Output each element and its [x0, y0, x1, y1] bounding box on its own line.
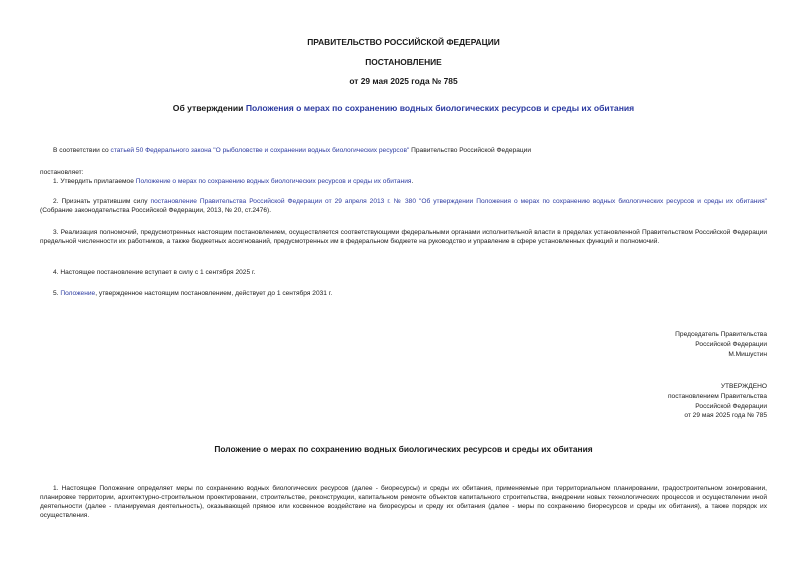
item-3-paragraph: 3. Реализация полномочий, предусмотренных настоящим постановлением, осуществляется соответствующими федеральными органами исполнительной власти в пределах установленной Правительством Российской Федерации предельной численности их работников, а также бюджетных ассигнований, предусмотренных им в федеральном бюджете на руководство и управление в сфере установленных функций и полномочий.	[40, 229, 767, 245]
resolution-380-link[interactable]: постановление Правительства Российской Федерации от 29 апреля 2013 г. № 380 "Об утверждении Положения о мерах по сохранению водных биологических ресурсов и среды их обитания"	[150, 198, 767, 205]
preamble-paragraph: В соответствии со статьей 50 Федерального закона "О рыболовстве и сохранении водных биологических ресурсов" Правительство Российской Федерации	[53, 147, 532, 154]
regulation-short-link[interactable]: Положение	[60, 290, 96, 297]
document-type-heading: ПОСТАНОВЛЕНИЕ	[365, 57, 442, 67]
signature-position: Председатель Правительства	[675, 331, 767, 338]
approval-line-2: Российской Федерации	[695, 402, 767, 410]
item-5-paragraph: 5. Положение, утвержденное настоящим постановлением, действует до 1 сентября 2031 г.	[53, 290, 333, 297]
signature-country: Российской Федерации	[695, 340, 767, 348]
approval-block	[507, 382, 767, 421]
document-date-number: от 29 мая 2025 года № 785	[349, 76, 458, 86]
regulation-item-1-paragraph: 1. Настоящее Положение определяет меры по сохранению водных биологических ресурсов (далее - биоресурсы) и среды их обитания, применяемые при территориальном планировании, градостроительном зонировании, планировке территории, архитектурно-строительном проектировании, строительстве, реконструкции, капитальном ремонте объектов капитального строительства, внедрении новых технологических процессов и осуществлении иной деятельности (далее - планируемая деятельность), оказывающей прямое или косвенное воздействие на биоресурсы и среду их обитания (далее - меры по сохранению биоресурсов и среды их обитания), а также порядок их осуществления.	[40, 485, 767, 519]
item-4-paragraph: 4. Настоящее постановление вступает в силу с 1 сентября 2025 г.	[53, 269, 256, 276]
subject-prefix: Об утверждении	[172, 103, 246, 113]
item-1-paragraph: 1. Утвердить прилагаемое Положение о мерах по сохранению водных биологических ресурсов и среды их обитания.	[53, 178, 414, 185]
decides-text: постановляет:	[40, 169, 84, 176]
document-subject	[0, 103, 807, 113]
federal-law-article-link[interactable]: статьей 50 Федерального закона "О рыболовстве и сохранении водных биологических ресурсов"	[110, 147, 410, 154]
item-2-paragraph: 2. Признать утратившим силу постановление Правительства Российской Федерации от 29 апреля 2013 г. № 380 "Об утверждении Положения о мерах по сохранению водных биологических ресурсов и среды их обитания" (Собрание законодательства Российской Федерации, 2013, № 20, ст.2476).	[40, 198, 767, 214]
subject-regulation-link[interactable]: Положения о мерах по сохранению водных биологических ресурсов и среды их обитания	[245, 103, 635, 113]
government-heading: ПРАВИТЕЛЬСТВО РОССИЙСКОЙ ФЕДЕРАЦИИ	[307, 37, 500, 47]
regulation-title: Положение о мерах по сохранению водных биологических ресурсов и среды их обитания	[214, 444, 593, 454]
regulation-link[interactable]: Положение о мерах по сохранению водных биологических ресурсов и среды их обитания	[135, 178, 412, 185]
approval-line-3: от 29 мая 2025 года № 785	[684, 412, 767, 420]
approval-title: УТВЕРЖДЕНО	[720, 383, 767, 390]
signature-block	[507, 330, 767, 359]
signature-name: М.Мишустин	[728, 350, 767, 358]
approval-line-1: постановлением Правительства	[667, 392, 767, 400]
